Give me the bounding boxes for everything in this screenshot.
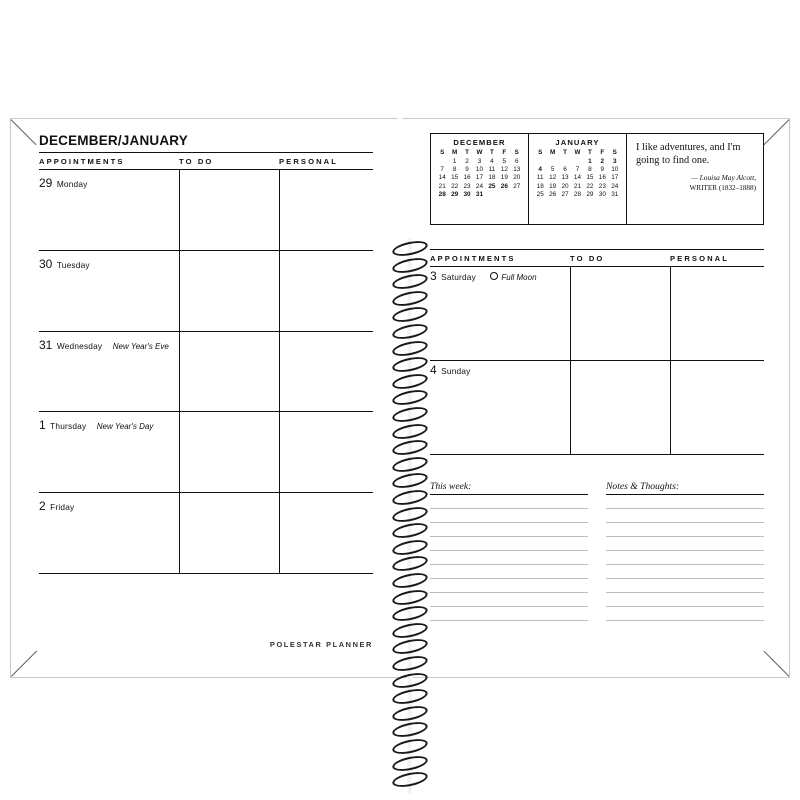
page-corner-bottom-right (763, 651, 789, 677)
right-page-content (430, 133, 764, 621)
note-line[interactable] (606, 537, 764, 551)
note-line[interactable] (430, 579, 588, 593)
this-week-section[interactable] (430, 481, 588, 621)
day-row[interactable] (39, 412, 373, 493)
notes-area (430, 481, 764, 621)
day-number: 2 (39, 499, 46, 514)
left-page-content (39, 133, 373, 574)
note-line[interactable] (430, 551, 588, 565)
brand-label: POLESTAR PLANNER (269, 640, 373, 649)
column-header-appointments: APPOINTMENTS (430, 254, 516, 263)
full-moon-icon (490, 272, 498, 280)
column-header-appointments: APPOINTMENTS (39, 157, 125, 166)
day-label (39, 336, 169, 354)
note-line[interactable] (430, 593, 588, 607)
note-line[interactable] (430, 565, 588, 579)
day-row[interactable] (39, 332, 373, 413)
mini-calendar-january (529, 134, 627, 224)
day-note: Full Moon (501, 273, 537, 282)
page-corner-top-right (763, 119, 789, 145)
mini-calendar-table: S M T W T F S 1 2 3 4 5 6 7 8 9 10 11 12 13 14 15 16 17 18 19 20 21 22 23 24 25 26 27 28 29 30 31 (438, 149, 521, 198)
notes-thoughts-title: Notes & Thoughts: (606, 481, 680, 492)
quote-author: — Louisa May Alcott, (691, 173, 756, 183)
note-line[interactable] (606, 495, 764, 509)
day-number: 30 (39, 256, 53, 271)
mini-calendar-december (431, 134, 529, 224)
day-label (39, 255, 96, 273)
note-line[interactable] (606, 509, 764, 523)
day-name: Tuesday (56, 259, 90, 270)
note-line[interactable] (606, 523, 764, 537)
this-week-title: This week: (430, 481, 472, 492)
this-week-lines[interactable] (430, 494, 588, 621)
left-page (10, 118, 398, 678)
right-page (402, 118, 790, 678)
quote-attribution (636, 173, 756, 193)
mini-calendar-table: S M T W T F S 1 2 3 4 5 6 7 8 9 10 11 12 13 14 15 16 17 18 19 20 21 22 23 24 25 26 27 28 29 30 31 (536, 149, 619, 198)
mini-calendar-title: DECEMBER (453, 138, 506, 147)
mini-calendar-title: JANUARY (555, 138, 600, 147)
day-name: Wednesday (56, 340, 103, 351)
note-line[interactable] (606, 593, 764, 607)
column-header-personal: PERSONAL (279, 157, 338, 166)
note-line[interactable] (606, 565, 764, 579)
page-corner-bottom-left (11, 651, 37, 677)
day-row[interactable] (39, 170, 373, 251)
notes-thoughts-lines[interactable] (606, 494, 764, 621)
note-line[interactable] (606, 551, 764, 565)
day-note: New Year's Eve (112, 341, 169, 351)
note-line[interactable] (430, 607, 588, 621)
day-label (430, 267, 764, 285)
day-number: 3 (430, 269, 437, 283)
day-name: Monday (56, 179, 88, 189)
day-label (430, 361, 764, 379)
day-number: 4 (430, 363, 437, 377)
day-row[interactable] (39, 251, 373, 332)
spiral-binding (388, 238, 432, 794)
page-title: DECEMBER/JANUARY (39, 133, 188, 148)
note-line[interactable] (430, 495, 588, 509)
day-number: 1 (39, 418, 46, 433)
day-label (39, 497, 80, 515)
day-label (39, 416, 153, 434)
column-header-personal: PERSONAL (670, 254, 729, 263)
note-line[interactable] (430, 537, 588, 551)
day-note: New Year's Day (96, 422, 154, 432)
day-row[interactable] (39, 493, 373, 574)
day-name: Friday (50, 502, 75, 513)
page-corner-top-left (11, 119, 37, 145)
column-header-todo: TO DO (570, 254, 605, 263)
note-line[interactable] (606, 607, 764, 621)
right-day-grid (430, 267, 764, 455)
day-row[interactable] (430, 267, 764, 361)
quote-box (627, 134, 763, 224)
day-row[interactable] (430, 361, 764, 455)
note-line[interactable] (430, 509, 588, 523)
day-number: 31 (39, 337, 53, 352)
day-name: Thursday (50, 421, 87, 432)
day-number: 29 (39, 176, 53, 190)
spiral-rings (388, 238, 432, 794)
note-line[interactable] (606, 579, 764, 593)
column-header-todo: TO DO (179, 157, 214, 166)
day-name: Saturday (441, 272, 476, 282)
left-column-headers (39, 152, 373, 170)
day-label (39, 174, 94, 192)
day-name: Sunday (441, 366, 471, 376)
left-day-grid (39, 170, 373, 574)
mini-calendars-and-quote (430, 133, 764, 225)
note-line[interactable] (430, 523, 588, 537)
right-column-headers (430, 249, 764, 267)
quote-text: I like adventures, and I'm going to find one. (636, 142, 741, 167)
quote-role: WRITER (1832–1888) (689, 183, 756, 192)
open-planner-book (10, 118, 790, 678)
notes-thoughts-section[interactable] (606, 481, 764, 621)
